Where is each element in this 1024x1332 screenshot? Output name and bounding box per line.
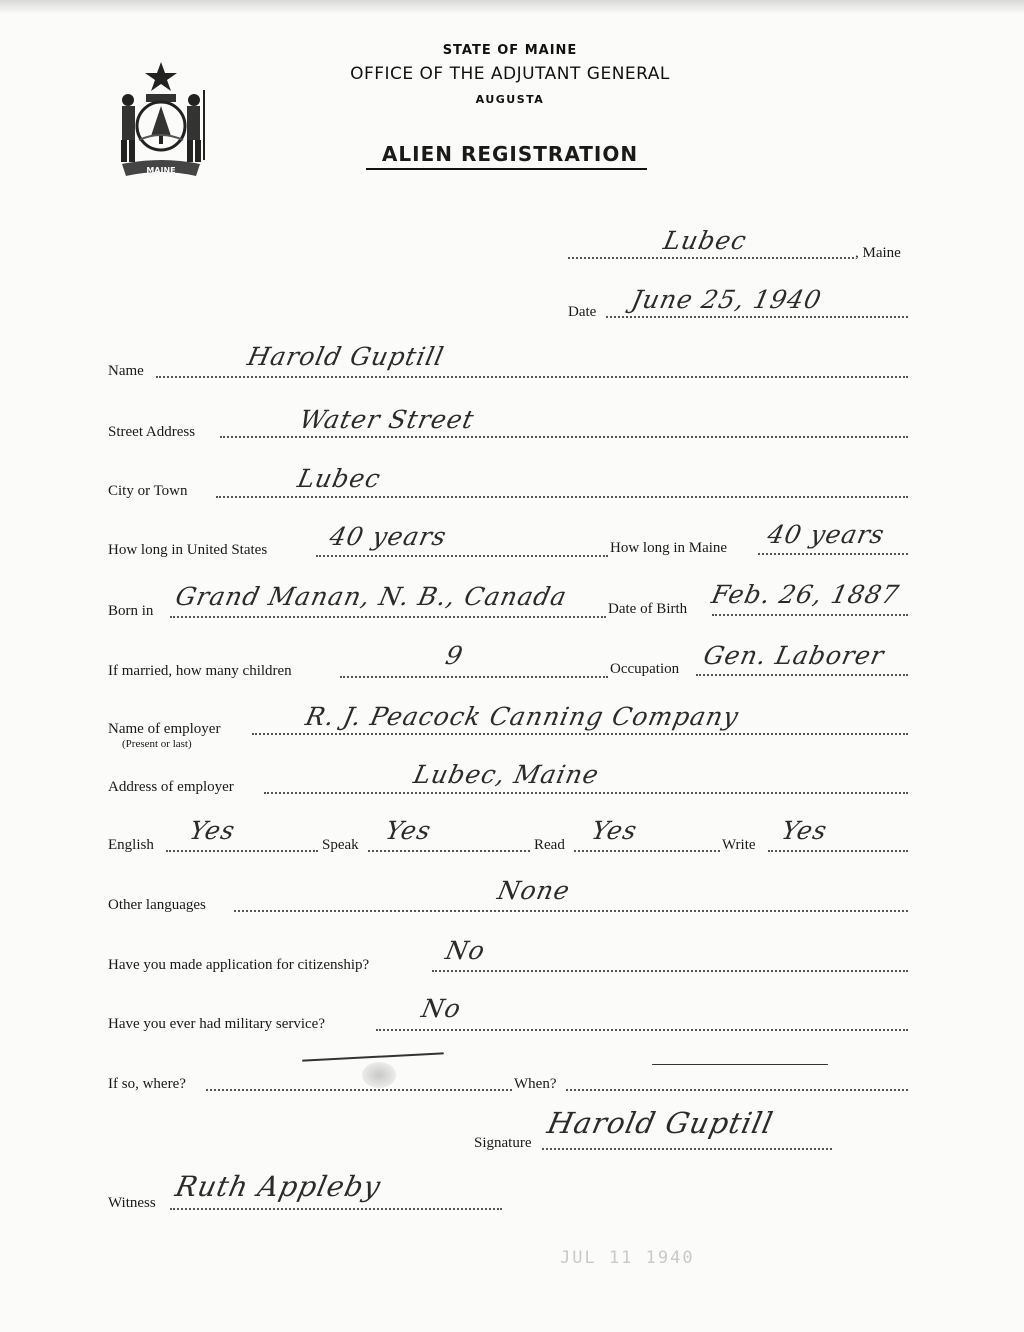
received-stamp: JUL 11 1940	[560, 1248, 695, 1268]
read-label: Read	[534, 837, 565, 853]
english-label: English	[108, 837, 154, 853]
maine-label: How long in Maine	[610, 540, 728, 556]
signature-label: Signature	[474, 1135, 532, 1151]
maine-suffix: , Maine	[855, 245, 901, 261]
signature-line	[542, 1148, 832, 1150]
svg-text:MAINE: MAINE	[146, 166, 176, 175]
name-value[interactable]: Harold Guptill	[244, 342, 447, 371]
military-line	[376, 1029, 908, 1031]
form-title: ALIEN REGISTRATION	[381, 142, 639, 166]
when-line	[566, 1089, 908, 1091]
ink-smudge	[362, 1062, 396, 1088]
state-heading: STATE OF MAINE	[442, 43, 578, 58]
children-label: If married, how many children	[108, 663, 292, 679]
born-label: Born in	[108, 603, 154, 619]
where-line	[206, 1089, 512, 1091]
military-label: Have you ever had military service?	[108, 1016, 325, 1032]
emp-address-line	[264, 792, 908, 794]
where-label: If so, where?	[108, 1076, 186, 1092]
citizenship-label: Have you made application for citizenship?	[108, 957, 370, 973]
employer-line	[252, 733, 908, 735]
occupation-value[interactable]: Gen. Laborer	[700, 641, 888, 670]
occupation-label: Occupation	[610, 661, 680, 677]
english-line	[166, 850, 318, 852]
speak-line	[368, 850, 530, 852]
speak-value[interactable]: Yes	[382, 816, 435, 845]
maine-line	[758, 553, 908, 555]
us-line	[316, 555, 608, 557]
citizenship-line	[432, 970, 908, 972]
dob-value[interactable]: Feb. 26, 1887	[708, 580, 903, 609]
street-value[interactable]: Water Street	[296, 405, 478, 434]
read-value[interactable]: Yes	[588, 816, 641, 845]
occupation-line	[696, 674, 908, 676]
date-label: Date	[568, 304, 597, 320]
us-label: How long in United States	[108, 542, 268, 558]
dob-label: Date of Birth	[608, 601, 688, 617]
city-value[interactable]: Lubec	[294, 464, 384, 493]
name-label: Name	[108, 363, 144, 379]
write-value[interactable]: Yes	[778, 816, 831, 845]
name-line	[156, 376, 908, 378]
witness-line	[170, 1208, 502, 1210]
date-line	[606, 316, 908, 318]
where-dash-stroke	[302, 1052, 444, 1061]
born-line	[170, 616, 606, 618]
when-label: When?	[514, 1076, 557, 1092]
place-value[interactable]: Lubec	[660, 226, 750, 255]
english-value[interactable]: Yes	[186, 816, 239, 845]
dob-line	[712, 614, 908, 616]
signature-value[interactable]: Harold Guptill	[544, 1106, 777, 1140]
other-lang-label: Other languages	[108, 897, 206, 913]
maine-seal-icon	[108, 60, 214, 180]
emp-address-value[interactable]: Lubec, Maine	[410, 760, 602, 789]
children-line	[340, 676, 608, 678]
other-lang-value[interactable]: None	[494, 876, 573, 905]
us-value[interactable]: 40 years	[326, 522, 450, 551]
place-line	[568, 257, 854, 259]
street-line	[220, 436, 908, 438]
city-heading: AUGUSTA	[475, 93, 545, 106]
office-heading: OFFICE OF THE ADJUTANT GENERAL	[350, 64, 670, 84]
city-label: City or Town	[108, 483, 188, 499]
maine-value[interactable]: 40 years	[764, 520, 888, 549]
write-line	[768, 850, 908, 852]
employer-label: Name of employer	[108, 721, 221, 737]
citizenship-value[interactable]: No	[442, 936, 489, 965]
employer-value[interactable]: R. J. Peacock Canning Company	[302, 702, 742, 731]
speak-label: Speak	[322, 837, 359, 853]
witness-label: Witness	[108, 1195, 156, 1211]
read-line	[574, 850, 720, 852]
scan-edge	[0, 0, 1024, 14]
emp-address-label: Address of employer	[108, 779, 234, 795]
city-line	[216, 496, 908, 498]
other-lang-line	[234, 910, 908, 912]
write-label: Write	[722, 837, 756, 853]
street-label: Street Address	[108, 424, 196, 440]
employer-sublabel: (Present or last)	[122, 738, 192, 750]
when-dash-stroke	[652, 1064, 828, 1065]
children-value[interactable]: 9	[442, 641, 466, 670]
born-value[interactable]: Grand Manan, N. B., Canada	[172, 582, 570, 611]
military-value[interactable]: No	[418, 994, 465, 1023]
date-value[interactable]: June 25, 1940	[628, 285, 825, 314]
title-underline	[366, 168, 647, 170]
witness-value[interactable]: Ruth Appleby	[172, 1170, 385, 1203]
